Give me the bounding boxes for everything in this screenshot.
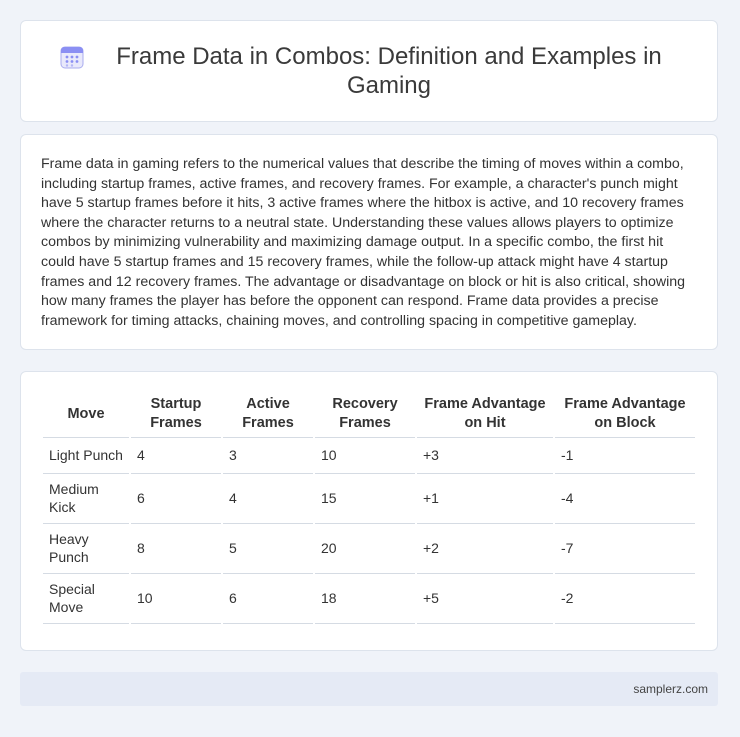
cell-startup: 4 (131, 438, 221, 474)
cell-active: 3 (223, 438, 313, 474)
cell-recovery: 20 (315, 524, 415, 574)
table-row (43, 524, 695, 574)
cell-advantage-block: -2 (555, 574, 695, 624)
cell-startup: 6 (131, 474, 221, 524)
cell-active: 4 (223, 474, 313, 524)
column-header-recovery: Recovery Frames (315, 390, 415, 438)
cell-advantage-block: -7 (555, 524, 695, 574)
column-header-advantage-hit: Frame Advantage on Hit (417, 390, 553, 438)
description-text: Frame data in gaming refers to the numerical values that describe the timing of moves within a combo, including startup frames, active frames, and recovery frames. For example, a character's punch might have 5 startup frames before it hits, 3 active frames where the hitbox is active, and 10 recovery frames where the character returns to a neutral state. Understanding these values allows players to optimize combos by minimizing vulnerability and maximizing damage output. In a specific combo, the first hit could have 5 startup frames and 15 recovery frames, while the follow-up attack might have 4 startup frames and 12 recovery frames. The advantage or disadvantage on block or hit is also critical, showing how many frames the player has before the opponent can respond. Frame data provides a precise framework for timing attacks, chaining moves, and controlling spacing in competitive gameplay. (41, 156, 686, 329)
cell-recovery: 15 (315, 474, 415, 524)
cell-advantage-hit: +5 (417, 574, 553, 624)
cell-recovery: 18 (315, 574, 415, 624)
cell-advantage-hit: +2 (417, 524, 553, 574)
cell-move: Special Move (43, 574, 129, 624)
footer-site-link[interactable]: samplerz.com (633, 682, 708, 696)
frame-data-table (41, 390, 697, 624)
column-header-active: Active Frames (223, 390, 313, 438)
column-header-startup: Startup Frames (131, 390, 221, 438)
cell-move: Heavy Punch (43, 524, 129, 574)
cell-startup: 8 (131, 524, 221, 574)
cell-recovery: 10 (315, 438, 415, 474)
footer (20, 672, 718, 706)
cell-move: Medium Kick (43, 474, 129, 524)
calendar-icon (59, 44, 85, 70)
column-header-advantage-block: Frame Advantage on Block (555, 390, 695, 438)
table-row (43, 474, 695, 524)
column-header-move: Move (43, 390, 129, 438)
page-title: Frame Data in Combos: Definition and Examples in Gaming (116, 43, 662, 99)
cell-advantage-hit: +3 (417, 438, 553, 474)
table-card (20, 371, 718, 651)
cell-startup: 10 (131, 574, 221, 624)
table-row (43, 438, 695, 474)
table-header-row (43, 390, 695, 438)
cell-active: 5 (223, 524, 313, 574)
cell-active: 6 (223, 574, 313, 624)
cell-advantage-block: -1 (555, 438, 695, 474)
description-card (20, 134, 718, 350)
cell-advantage-block: -4 (555, 474, 695, 524)
cell-advantage-hit: +1 (417, 474, 553, 524)
table-row (43, 574, 695, 624)
title-card (20, 20, 718, 122)
title-wrap (59, 42, 679, 100)
cell-move: Light Punch (43, 438, 129, 474)
